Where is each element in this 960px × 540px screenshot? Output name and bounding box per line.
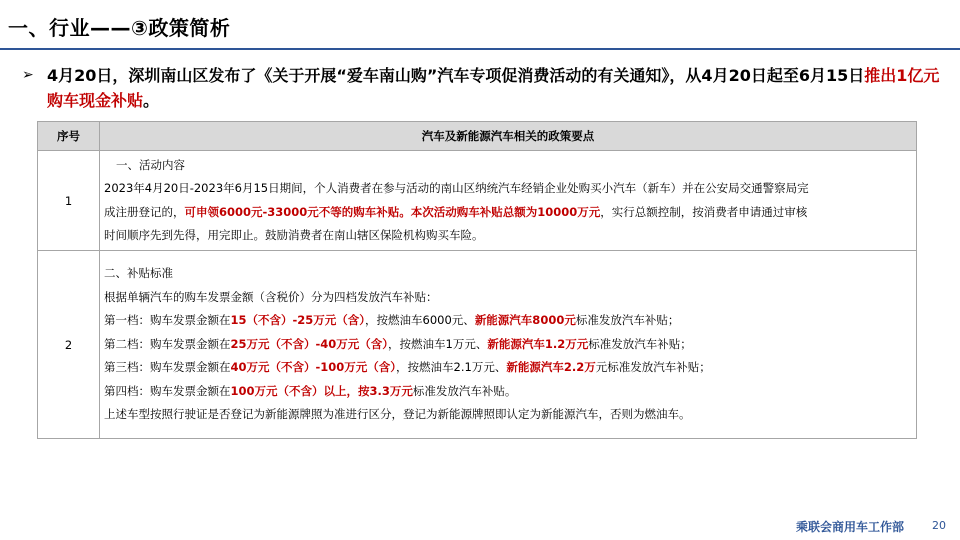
footer-org: 乘联会商用车工作部 [795,520,904,534]
row-index: 2 [38,251,100,439]
intro-text-plain: 4月20日，深圳南山区发布了《关于开展“爱车南山购”汽车专项促消费活动的有关通知》，从4月20日起至6月15日 [47,66,865,85]
content-line: 2023年4月20日-2023年6月15日期间，个人消费者在参与活动的南山区纳统汽车经销企业处购买小汽车（新车）并在公安局交通警察局完 [104,181,809,195]
page-title: 一、行业——③政策简析 [8,16,231,40]
highlight-span: 100万元（不含）以上 [230,383,347,398]
row-content [100,151,917,251]
row-index: 1 [38,151,100,251]
text-span: ，按燃油车2.1万元、 [396,360,507,375]
highlight-span: 可申领6000元-33000元不等的购车补贴。本次活动购车补贴总额为10000万元 [184,204,601,219]
highlight-span: ， [346,383,359,398]
text-span: 第三档：购车发票金额在 [104,360,231,375]
text-span: ，按燃油车6000元、 [365,313,475,328]
highlight-span: 按3.3万元 [358,383,413,398]
text-span: 成注册登记的， [104,204,185,219]
table-header-row [38,122,917,151]
content-line [104,201,910,225]
content-line: 时间顺序先到先得，用完即止。鼓励消费者在南山辖区保险机构购买车险。 [104,228,484,242]
page-number: 20 [932,519,946,532]
text-span: 第四档：购车发票金额在 [104,383,231,398]
tier-line [104,333,910,357]
text-span: 元标准发放汽车补贴； [595,360,711,375]
intro-text-end: 。 [143,91,160,110]
intro-text-highlight: 推出1亿元购车现金补贴 [47,66,940,110]
highlight-span: 新能源汽车1.2万元 [487,336,589,351]
arrow-bullet-icon: ➢ [22,67,34,83]
tier-line [104,309,910,333]
text-span: 标准发放汽车补贴； [575,313,680,328]
highlight-span: 新能源汽车8000元 [474,313,576,328]
row-content [100,251,917,439]
highlight-span: 15（不含）-25万元（含） [230,313,366,328]
text-span: 第一档：购车发票金额在 [104,313,231,328]
highlight-span: 40万元（不含）-100万元（含） [230,360,397,375]
text-span: 第二档：购车发票金额在 [104,336,231,351]
intro-bullet [22,63,942,113]
tier-line [104,356,910,380]
header-policy-points: 汽车及新能源汽车相关的政策要点 [100,122,917,151]
tier-line [104,380,910,404]
header-index: 序号 [38,122,100,151]
policy-table [37,121,917,439]
table-row [38,251,917,439]
text-span: ，按燃油车1万元、 [388,336,488,351]
content-line: 根据单辆汽车的购车发票金额（含税价）分为四档发放汽车补贴： [104,289,438,304]
section-heading: 一、活动内容 [116,157,185,172]
highlight-span: 25万元（不含）-40万元（含） [230,336,389,351]
text-span: 标准发放汽车补贴； [588,336,692,351]
section-heading: 二、补贴标准 [104,266,173,281]
title-divider [0,48,960,50]
content-line: 上述车型按照行驶证是否登记为新能源牌照为准进行区分，登记为新能源牌照即认定为新能源汽车，否则为燃油车。 [104,407,691,422]
intro-text [22,63,942,113]
table-row [38,151,917,251]
highlight-span: 新能源汽车2.2万 [506,360,596,375]
text-span: 标准发放汽车补贴。 [412,383,517,398]
text-span: ，实行总额控制，按消费者申请通过审核 [600,204,808,219]
